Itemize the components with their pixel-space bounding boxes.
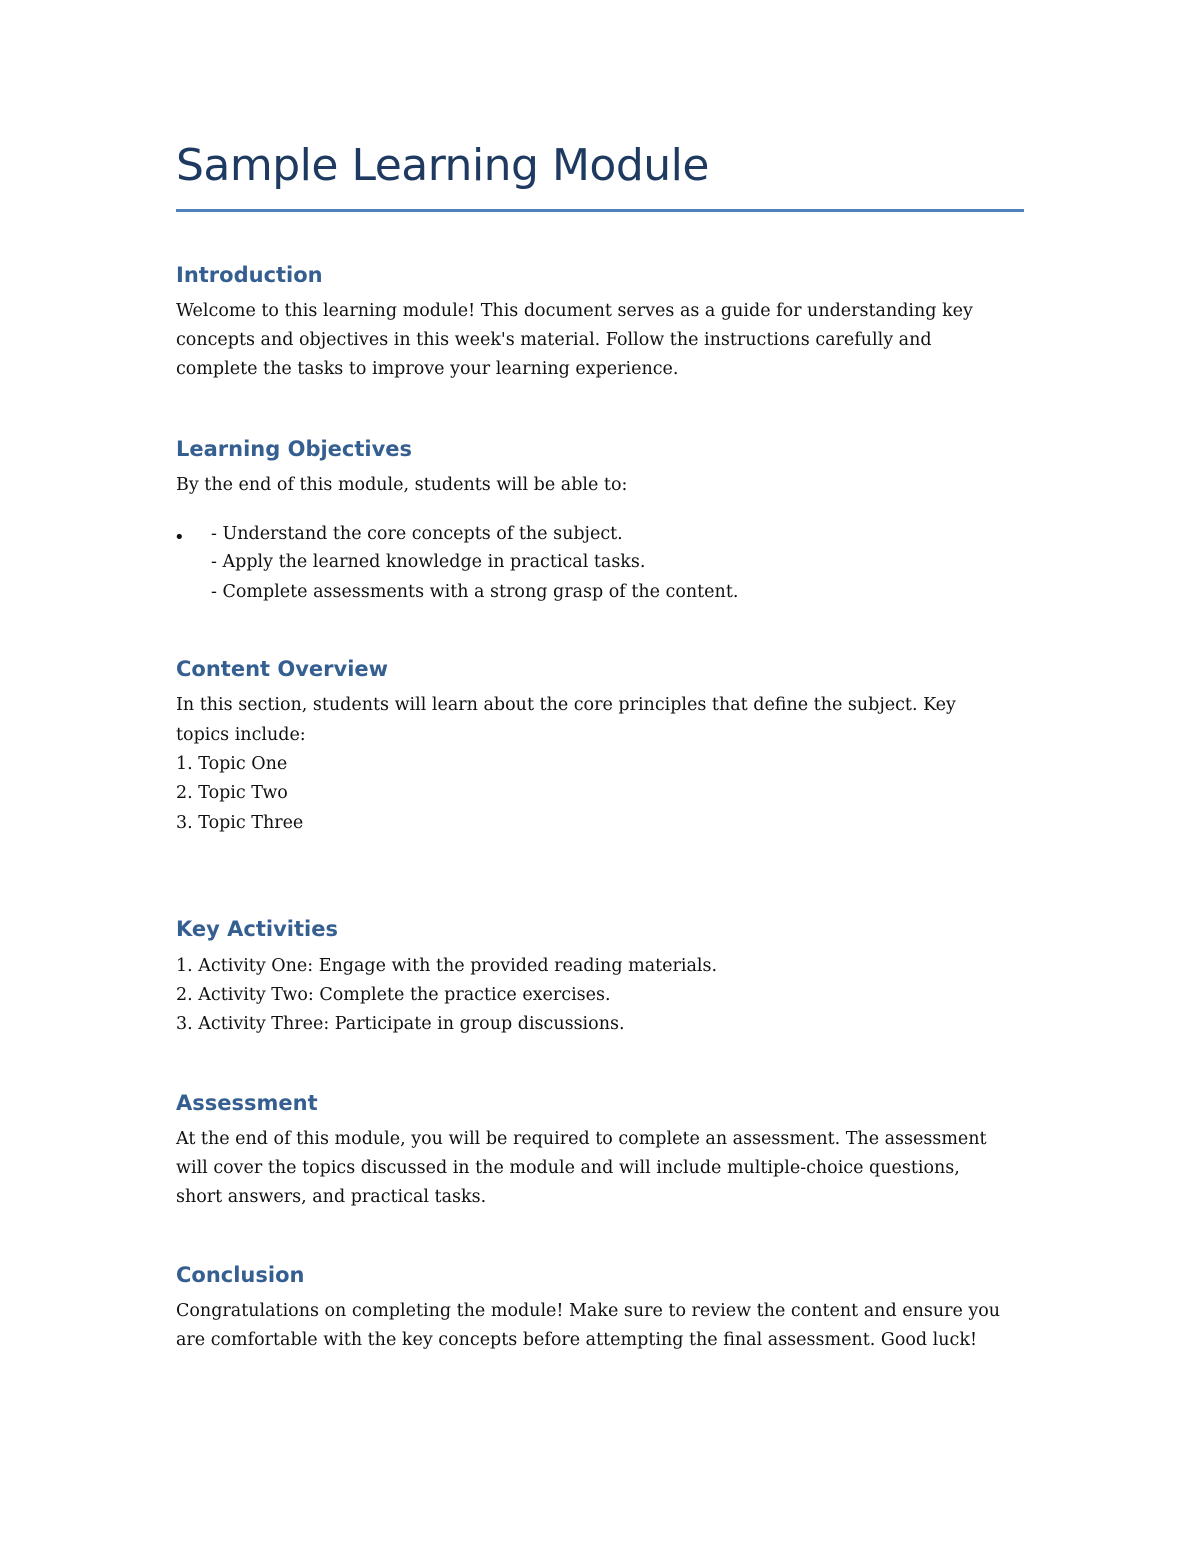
topic-list-item: 3. Topic Three xyxy=(176,813,304,833)
activity-list-item: 3. Activity Three: Participate in group discussions. xyxy=(176,1014,625,1034)
objective-item: - Complete assessments with a strong grasp of the content. xyxy=(211,582,739,602)
bullet-point-icon: • xyxy=(174,527,185,548)
section-heading-conclusion: Conclusion xyxy=(176,1263,305,1287)
activity-list-item: 1. Activity One: Engage with the provided reading materials. xyxy=(176,956,718,976)
objective-item: - Apply the learned knowledge in practical tasks. xyxy=(211,552,646,572)
introduction-line: Welcome to this learning module! This document serves as a guide for understanding key xyxy=(176,301,973,321)
objectives-intro: By the end of this module, students will be able to: xyxy=(176,475,628,495)
introduction-line: concepts and objectives in this week's material. Follow the instructions carefully and xyxy=(176,330,932,350)
objective-item: - Understand the core concepts of the subject. xyxy=(211,524,623,544)
activity-list-item: 2. Activity Two: Complete the practice exercises. xyxy=(176,985,611,1005)
document-title: Sample Learning Module xyxy=(176,140,709,191)
overview-line: In this section, students will learn about the core principles that define the subject. Key xyxy=(176,695,956,715)
introduction-line: complete the tasks to improve your learning experience. xyxy=(176,359,679,379)
section-heading-introduction: Introduction xyxy=(176,263,323,287)
conclusion-line: are comfortable with the key concepts before attempting the final assessment. Good luck! xyxy=(176,1330,977,1350)
assessment-line: At the end of this module, you will be required to complete an assessment. The assessment xyxy=(176,1129,987,1149)
assessment-line: short answers, and practical tasks. xyxy=(176,1187,487,1207)
conclusion-line: Congratulations on completing the module! Make sure to review the content and ensure you xyxy=(176,1301,1001,1321)
section-heading-content-overview: Content Overview xyxy=(176,657,389,681)
topic-list-item: 1. Topic One xyxy=(176,754,288,774)
section-heading-learning-objectives: Learning Objectives xyxy=(176,437,413,461)
section-heading-key-activities: Key Activities xyxy=(176,917,338,941)
topic-list-item: 2. Topic Two xyxy=(176,783,288,803)
title-underline-rule xyxy=(176,209,1024,212)
assessment-line: will cover the topics discussed in the module and will include multiple-choice questions, xyxy=(176,1158,960,1178)
overview-line: topics include: xyxy=(176,725,306,745)
section-heading-assessment: Assessment xyxy=(176,1091,318,1115)
